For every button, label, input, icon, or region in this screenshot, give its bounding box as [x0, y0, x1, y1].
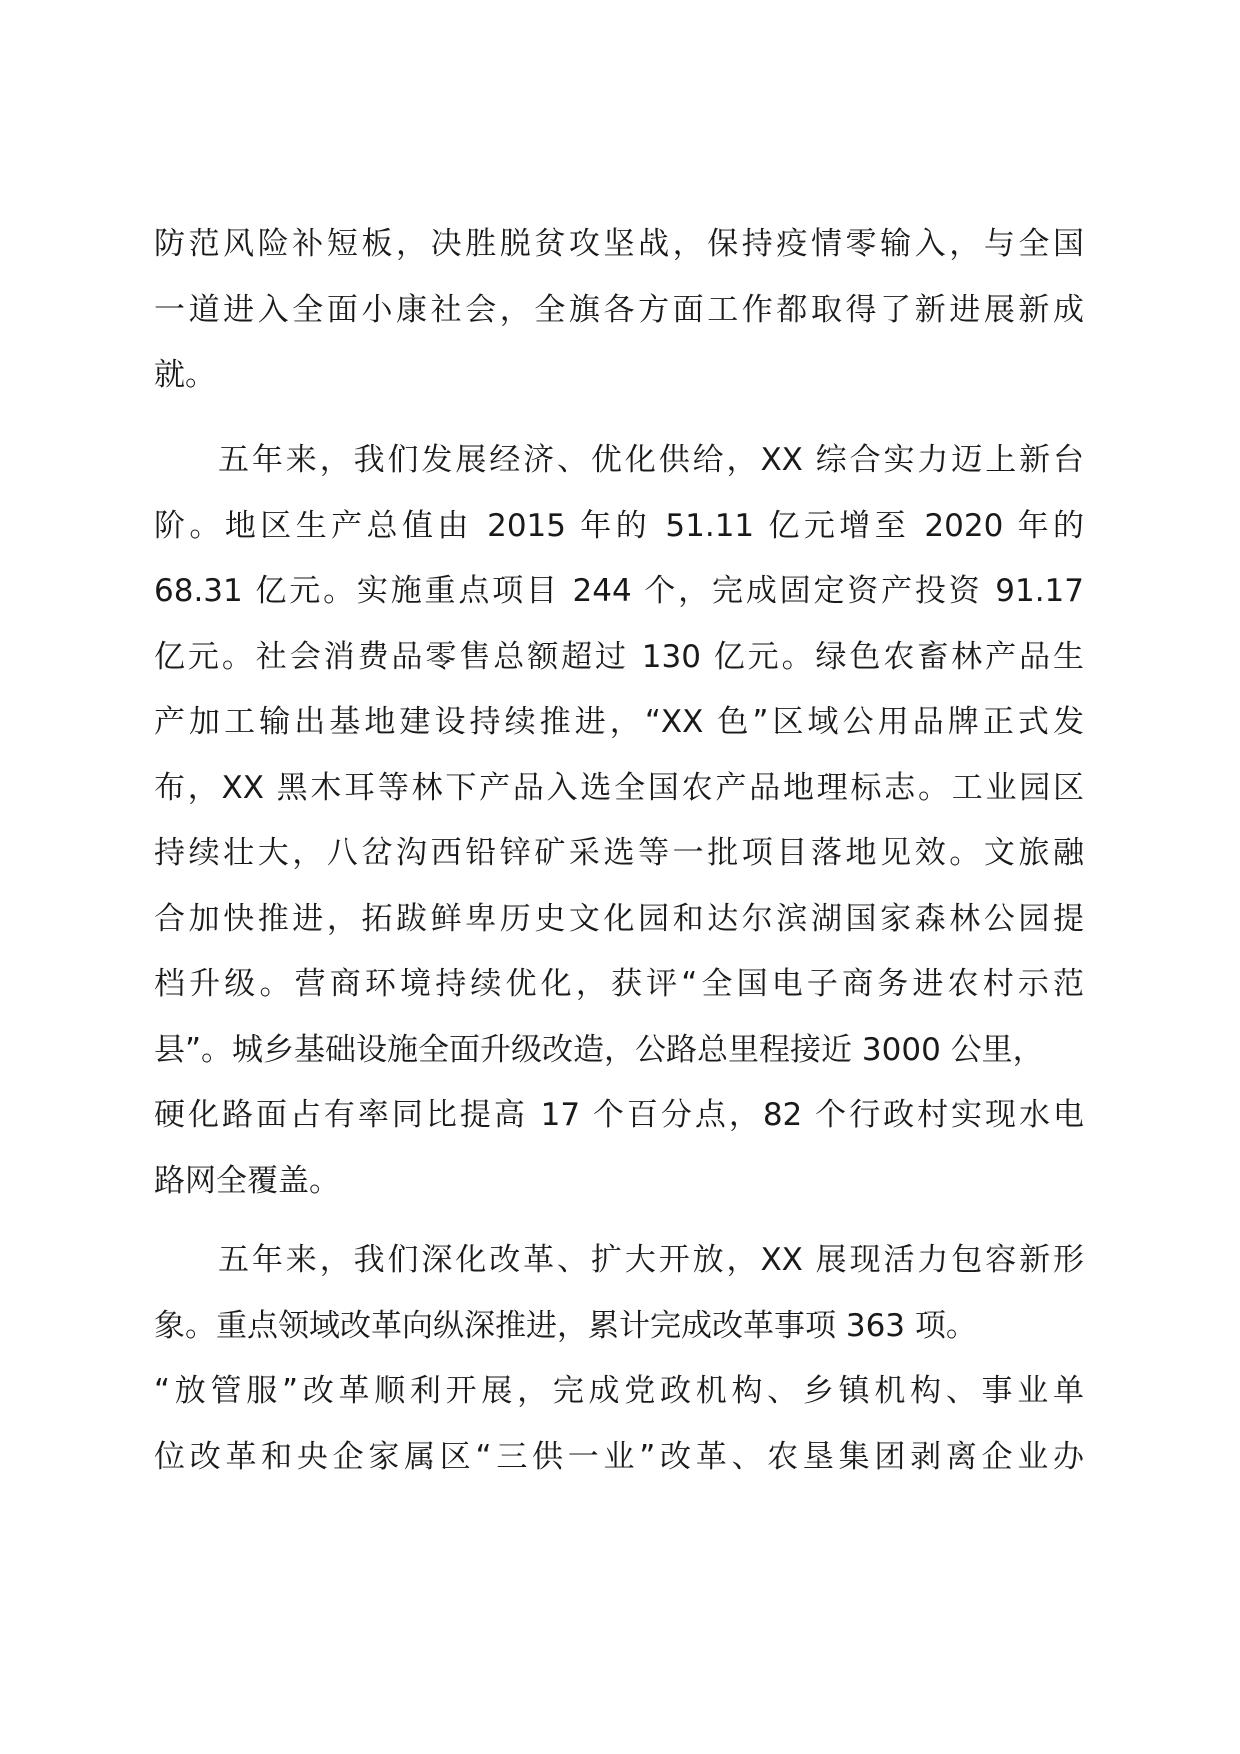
paragraph-line: 布，XX 黑木耳等林下产品入选全国农产品地理标志。工业园区: [154, 769, 1084, 806]
paragraph-line: 硬化路面占有率同比提高 17 个百分点，82 个行政村实现水电: [154, 1097, 1084, 1133]
paragraph-line: 产加工输出基地建设持续推进，“XX 色”区域公用品牌正式发: [154, 704, 1084, 740]
paragraph-line: 持续壮大，八岔沟西铅锌矿采选等一批项目落地见效。文旅融: [154, 835, 1084, 871]
paragraph-line: 县”。城乡基础设施全面升级改造，公路总里程接近 3000 公里，: [154, 1031, 1044, 1068]
paragraph-line: 五年来，我们深化改革、扩大开放，XX 展现活力包容新形: [218, 1242, 1084, 1278]
paragraph-line: “放管服”改革顺利开展，完成党政机构、乡镇机构、事业单: [154, 1373, 1084, 1409]
paragraph-line: 五年来，我们发展经济、优化供给，XX 综合实力迈上新台: [218, 442, 1084, 478]
paragraph-1: [154, 212, 1084, 409]
paragraph-3: [154, 1228, 1084, 1490]
paragraph-line: 68.31 亿元。实施重点项目 244 个，完成固定资产投资 91.17: [154, 573, 1084, 609]
paragraph-line: 一道进入全面小康社会，全旗各方面工作都取得了新进展新成: [154, 291, 1084, 328]
paragraph-line: 亿元。社会消费品零售总额超过 130 亿元。绿色农畜林产品生: [154, 638, 1084, 675]
paragraph-line: 阶。地区生产总值由 2015 年的 51.11 亿元增至 2020 年的: [154, 507, 1084, 544]
paragraph-line: 位改革和央企家属区“三供一业”改革、农垦集团剥离企业办: [154, 1438, 1084, 1475]
paragraph-line: 档升级。营商环境持续优化，获评“全国电子商务进农村示范: [154, 966, 1084, 1002]
paragraph-line: 路网全覆盖。: [154, 1162, 340, 1199]
paragraph-line: 就。: [154, 357, 216, 393]
paragraph-line: 象。重点领域改革向纵深推进，累计完成改革事项 363 项。: [154, 1307, 977, 1344]
paragraph-line: 合加快推进，拓跋鲜卑历史文化园和达尔滨湖国家森林公园提: [154, 900, 1084, 937]
paragraph-2: [154, 428, 1084, 1214]
paragraph-line: 防范风险补短板，决胜脱贫攻坚战，保持疫情零输入，与全国: [154, 226, 1084, 262]
